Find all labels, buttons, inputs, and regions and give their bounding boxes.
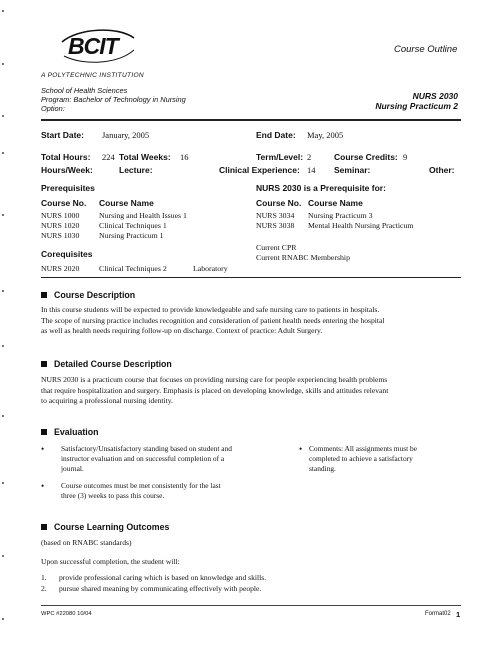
section-bullet-icon bbox=[41, 361, 47, 367]
learning-outcomes-heading bbox=[41, 522, 169, 532]
paragraph-line: NURS 2030 is a practicum course that focuses on providing nursing care for people experiencing health problems bbox=[41, 375, 388, 384]
total-hours-label: Total Hours: bbox=[41, 152, 91, 162]
hours-week-label: Hours/Week: bbox=[41, 165, 93, 175]
prereq-row-name: Clinical Techniques 1 bbox=[99, 221, 167, 230]
section-title: Detailed Course Description bbox=[54, 359, 172, 369]
section-bullet-icon bbox=[41, 524, 47, 530]
section-bullet-icon bbox=[41, 292, 47, 298]
bcit-logo bbox=[58, 26, 138, 66]
outcome-text: provide professional caring which is based on knowledge and skills. bbox=[59, 573, 267, 582]
outcomes-basis: (based on RNABC standards) bbox=[41, 538, 132, 547]
total-weeks-label: Total Weeks: bbox=[119, 152, 171, 162]
paragraph-line: that require hospitalization and surgery. Emphasis is placed on developing knowledge, skills and attitudes relevant bbox=[41, 385, 389, 395]
item-line: Comments: All assignments must be bbox=[309, 444, 417, 453]
paragraph-line: to acquiring a professional nursing identity. bbox=[41, 396, 173, 405]
end-date-label: End Date: bbox=[256, 130, 296, 140]
prereq-row-name: Nursing Practicum 1 bbox=[99, 231, 164, 240]
section-bullet-icon bbox=[41, 429, 47, 435]
option-label: Option: bbox=[41, 104, 65, 113]
prereq-for-row-no: NURS 3038 bbox=[256, 221, 295, 230]
item-line: completed to achieve a satisfactory bbox=[309, 454, 413, 463]
course-title: Nursing Practicum 2 bbox=[375, 101, 458, 111]
evaluation-item bbox=[299, 444, 417, 474]
header-divider bbox=[41, 119, 461, 121]
prereq-row-no: NURS 1020 bbox=[41, 221, 80, 230]
detailed-description-text bbox=[41, 375, 466, 407]
corequisites-heading: Corequisites bbox=[41, 249, 93, 259]
bullet-icon: • bbox=[299, 444, 303, 454]
coreq-row-no: NURS 2020 bbox=[41, 264, 80, 273]
course-description-text bbox=[41, 305, 466, 337]
evaluation-item bbox=[41, 444, 232, 474]
prereq-row-name: Nursing and Health Issues 1 bbox=[99, 211, 187, 220]
prereq-row-no: NURS 1000 bbox=[41, 211, 80, 220]
footer-format-label: Format02 bbox=[425, 611, 451, 617]
prereq-col-course-name: Course Name bbox=[99, 198, 154, 208]
info-divider bbox=[41, 277, 461, 278]
footer-page-number: 1 bbox=[456, 610, 461, 619]
paragraph-line: The scope of nursing practice includes recognition and consideration of patient health needs entering the hospital bbox=[41, 315, 385, 325]
prereq-col-course-no: Course No. bbox=[41, 198, 87, 208]
other-label: Other: bbox=[429, 165, 455, 175]
item-line: standing. bbox=[309, 464, 336, 473]
requirement-rnabc: Current RNABC Membership bbox=[256, 253, 350, 262]
prereq-for-row-name: Nursing Practicum 3 bbox=[308, 211, 373, 220]
term-level-value: 2 bbox=[307, 152, 312, 162]
outcomes-intro: Upon successful completion, the student will: bbox=[41, 557, 180, 566]
program-name: Program: Bachelor of Technology in Nursing bbox=[41, 95, 186, 104]
course-description-heading bbox=[41, 290, 135, 300]
logo-text: BCIT bbox=[68, 33, 118, 59]
item-line: journal. bbox=[61, 464, 84, 473]
logo-tagline: A POLYTECHNIC INSTITUTION bbox=[41, 72, 144, 79]
margin-marks bbox=[2, 0, 8, 647]
evaluation-item bbox=[41, 481, 221, 501]
total-weeks-value: 16 bbox=[180, 152, 189, 162]
prereq-for-col-course-name: Course Name bbox=[308, 198, 363, 208]
outcome-number: 1. bbox=[41, 573, 47, 582]
prereq-for-row-no: NURS 3034 bbox=[256, 211, 295, 220]
section-title: Course Learning Outcomes bbox=[54, 522, 170, 532]
clinical-experience-label: Clinical Experience: bbox=[219, 165, 300, 175]
total-hours-value: 224 bbox=[102, 152, 115, 162]
item-line: three (3) weeks to pass this course. bbox=[61, 491, 165, 500]
start-date-value: January, 2005 bbox=[102, 130, 150, 140]
clinical-experience-value: 14 bbox=[307, 165, 316, 175]
paragraph-line: In this course students will be expected to provide knowledgeable and safe nursing care to patients in hospitals. bbox=[41, 305, 380, 314]
bullet-icon: • bbox=[41, 444, 45, 454]
end-date-value: May, 2005 bbox=[307, 130, 344, 140]
course-credits-value: 9 bbox=[403, 152, 408, 162]
item-line: Course outcomes must be met consistently for the last bbox=[61, 481, 221, 490]
outcome-number: 2. bbox=[41, 584, 47, 593]
item-line: instructor evaluation and on successful completion of a bbox=[61, 454, 225, 463]
detailed-description-heading bbox=[41, 359, 172, 369]
footer-divider bbox=[41, 605, 461, 606]
prereq-for-heading: NURS 2030 is a Prerequisite for: bbox=[256, 183, 386, 193]
document-type: Course Outline bbox=[394, 44, 458, 55]
footer-document-id: WPC #22080 10/04 bbox=[41, 611, 92, 617]
coreq-row-type: Laboratory bbox=[193, 264, 228, 273]
term-level-label: Term/Level: bbox=[256, 152, 304, 162]
section-title: Evaluation bbox=[54, 427, 99, 437]
course-code: NURS 2030 bbox=[412, 91, 458, 101]
evaluation-heading bbox=[41, 427, 98, 437]
prerequisites-heading: Prerequisites bbox=[41, 183, 95, 193]
prereq-row-no: NURS 1030 bbox=[41, 231, 80, 240]
school-name: School of Health Sciences bbox=[41, 86, 128, 95]
paragraph-line: as well as health needs requiring follow-up on discharge. Context of practice: Adult Surgery. bbox=[41, 326, 323, 335]
lecture-label: Lecture: bbox=[119, 165, 153, 175]
coreq-row-name: Clinical Techniques 2 bbox=[99, 264, 167, 273]
bullet-icon: • bbox=[41, 481, 45, 491]
outcome-text: pursue shared meaning by communicating effectively with people. bbox=[59, 584, 262, 593]
item-line: Satisfactory/Unsatisfactory standing based on student and bbox=[61, 444, 232, 453]
requirement-cpr: Current CPR bbox=[256, 243, 297, 252]
section-title: Course Description bbox=[54, 290, 136, 300]
course-credits-label: Course Credits: bbox=[334, 152, 398, 162]
prereq-for-col-course-no: Course No. bbox=[256, 198, 302, 208]
seminar-label: Seminar: bbox=[334, 165, 371, 175]
start-date-label: Start Date: bbox=[41, 130, 84, 140]
prereq-for-row-name: Mental Health Nursing Practicum bbox=[308, 221, 414, 230]
